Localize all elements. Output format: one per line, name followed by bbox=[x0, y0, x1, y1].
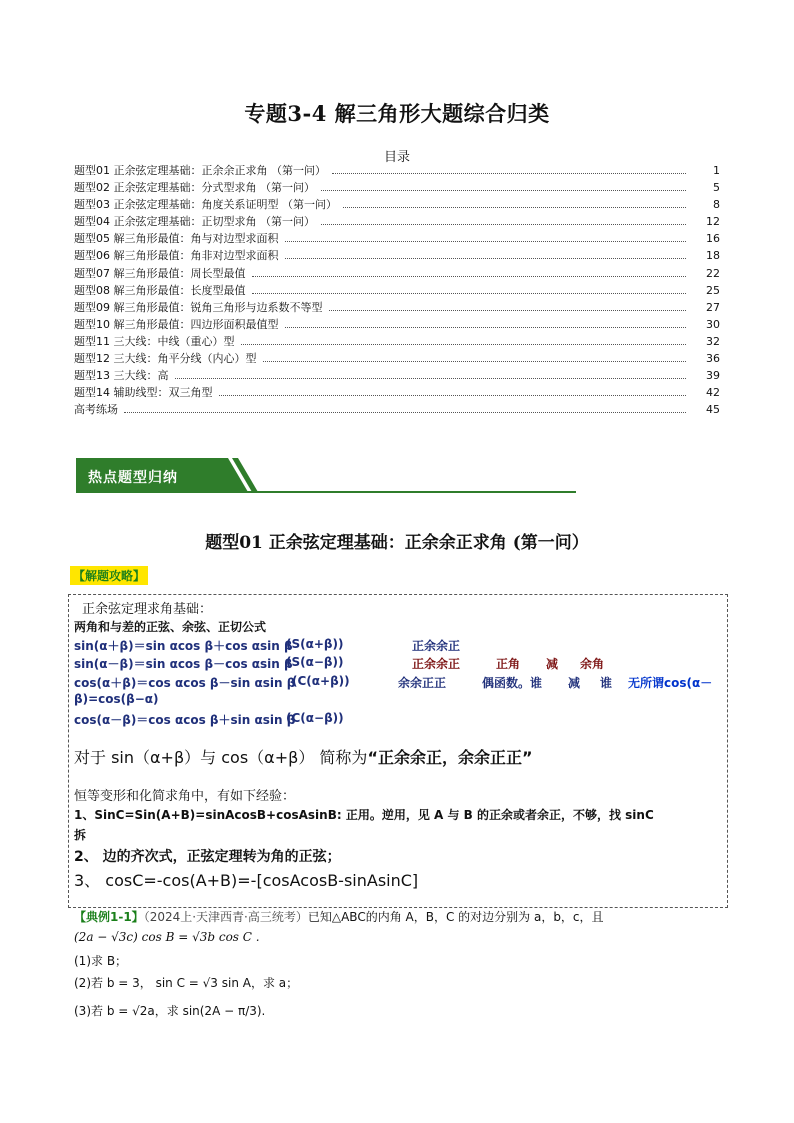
toc-entry-title: 题型14 辅助线型：双三角型 bbox=[74, 386, 213, 400]
table-of-contents bbox=[74, 162, 720, 418]
toc-entry-page: 25 bbox=[706, 283, 720, 297]
toc-leader-dots bbox=[241, 343, 687, 345]
banner-label: 热点题型归纳 bbox=[88, 470, 178, 486]
formula-sin-diff: sin(α－β)＝sin αcos β－cos αsin β bbox=[74, 657, 293, 671]
note-cos-sum-3: 减 bbox=[568, 676, 581, 690]
formula-cos-sum-cont: β)=cos(β−α) bbox=[74, 692, 159, 706]
toc-leader-dots bbox=[329, 309, 687, 311]
toc-entry-page: 16 bbox=[706, 232, 720, 246]
toc-entry-page: 36 bbox=[706, 352, 720, 366]
toc-leader-dots bbox=[321, 223, 686, 225]
formula-sin-sum-tag: (S(α+β)) bbox=[286, 637, 344, 651]
experience-1: 1、SinC=Sin(A+B)=sinAcosB+cosAsinB: 正用。逆用，见 A 与 B 的正余或者余正，不够，找 sinC bbox=[74, 808, 654, 822]
summary-prefix: 对于 sin（α+β）与 cos（α+β） 简称为 bbox=[74, 748, 368, 767]
banner-rule bbox=[76, 491, 576, 493]
summary-quote: “正余余正，余余正正” bbox=[367, 748, 533, 767]
tips-intro: 正余弦定理求角基础： bbox=[82, 602, 213, 617]
example-source: （2024上·天津西青·高三统考） bbox=[143, 910, 308, 924]
toc-entry-page: 12 bbox=[706, 215, 720, 229]
toc-entry-page: 27 bbox=[706, 300, 720, 314]
toc-entry-title: 题型01 正余弦定理基础：正余余正求角 （第一问） bbox=[74, 164, 326, 177]
tips-label: 【解题攻略】 bbox=[70, 566, 148, 585]
toc-entry-title: 题型10 解三角形最值：四边形面积最值型 bbox=[74, 317, 279, 331]
toc-entry-page: 45 bbox=[706, 403, 720, 417]
toc-leader-dots bbox=[263, 360, 687, 362]
toc-entry-title: 题型11 三大线：中线（重心）型 bbox=[74, 334, 235, 348]
section-title: 题型01 正余弦定理基础：正余余正求角 (第一问） bbox=[205, 533, 589, 553]
toc-entry-title: 题型13 三大线：高 bbox=[74, 369, 169, 383]
toc-entry[interactable] bbox=[74, 213, 720, 230]
example-equation: (2a − √3c) cos B = √3b cos C . bbox=[74, 930, 260, 944]
toc-leader-dots bbox=[321, 189, 686, 191]
toc-leader-dots bbox=[285, 257, 687, 259]
toc-entry-page: 30 bbox=[706, 317, 720, 331]
toc-leader-dots bbox=[252, 292, 687, 294]
toc-entry[interactable] bbox=[74, 401, 720, 418]
formula-cos-diff: cos(α－β)＝cos αcos β＋sin αsin β bbox=[74, 713, 296, 727]
example-q3: (3)若 b = √2a，求 sin(2A − π/3). bbox=[74, 1004, 266, 1018]
example-stem: 已知△ABC的内角 A，B，C 的对边分别为 a，b，c，且 bbox=[307, 910, 604, 924]
note-sin-sum: 正余余正 bbox=[412, 639, 461, 653]
formula-heading: 两角和与差的正弦、余弦、正切公式 bbox=[74, 620, 267, 634]
example-q1: (1)求 B； bbox=[74, 954, 128, 968]
toc-entry[interactable] bbox=[74, 299, 720, 316]
summary-line bbox=[74, 745, 532, 768]
toc-entry-title: 题型09 解三角形最值：锐角三角形与边系数不等型 bbox=[74, 300, 323, 314]
toc-heading: 目录 bbox=[383, 150, 410, 165]
toc-entry[interactable] bbox=[74, 265, 720, 282]
toc-entry[interactable] bbox=[74, 333, 720, 350]
toc-entry[interactable] bbox=[74, 316, 720, 333]
toc-entry[interactable] bbox=[74, 196, 720, 213]
toc-entry-title: 题型08 解三角形最值：长度型最值 bbox=[74, 283, 246, 297]
toc-entry[interactable] bbox=[74, 282, 720, 299]
toc-entry-page: 18 bbox=[706, 249, 720, 263]
experience-2: 2、 边的齐次式，正弦定理转为角的正弦； bbox=[74, 849, 341, 865]
toc-leader-dots bbox=[219, 394, 687, 396]
experience-3: 3、 cosC=-cos(A+B)=-[cosAcosB-sinAsinC] bbox=[74, 871, 419, 890]
toc-entry-page: 1 bbox=[713, 164, 720, 177]
toc-entry[interactable] bbox=[74, 230, 720, 247]
toc-leader-dots bbox=[175, 377, 687, 379]
note-cos-sum-4: 谁 bbox=[600, 676, 613, 690]
toc-entry-title: 题型02 正余弦定理基础：分式型求角 （第一问） bbox=[74, 181, 315, 195]
formula-sin-sum-text: sin(α＋β)＝sin αcos β＋cos αsin β bbox=[74, 639, 293, 653]
toc-entry[interactable] bbox=[74, 384, 720, 401]
toc-leader-dots bbox=[285, 240, 687, 242]
toc-entry-page: 8 bbox=[713, 198, 720, 212]
toc-leader-dots bbox=[332, 172, 686, 174]
note-sin-diff-1: 正余余正 bbox=[412, 657, 461, 671]
note-cos-sum-2: 偶函数。谁 bbox=[482, 676, 543, 690]
toc-leader-dots bbox=[285, 326, 687, 328]
toc-entry-page: 22 bbox=[706, 266, 720, 280]
formula-cos-sum-tag: (C(α+β)) bbox=[292, 674, 350, 688]
toc-entry-page: 32 bbox=[706, 334, 720, 348]
toc-entry-page: 42 bbox=[706, 386, 720, 400]
formula-sin-diff-tag: (S(α−β)) bbox=[286, 655, 344, 669]
toc-leader-dots bbox=[343, 206, 686, 208]
formula-sin-sum bbox=[74, 637, 293, 654]
formula-cos-diff-tag: (C(α−β)) bbox=[286, 711, 344, 725]
toc-entry[interactable] bbox=[74, 162, 720, 179]
toc-entry-title: 题型05 解三角形最值：角与对边型求面积 bbox=[74, 232, 279, 246]
experience-intro: 恒等变形和化简求角中，有如下经验： bbox=[74, 789, 296, 804]
toc-entry-title: 题型07 解三角形最值：周长型最值 bbox=[74, 266, 246, 280]
toc-entry[interactable] bbox=[74, 350, 720, 367]
document-title: 专题3-4 解三角形大题综合归类 bbox=[244, 101, 550, 126]
toc-entry-page: 39 bbox=[706, 369, 720, 383]
toc-entry-title: 题型06 解三角形最值：角非对边型求面积 bbox=[74, 249, 279, 263]
toc-entry[interactable] bbox=[74, 367, 720, 384]
note-sin-diff-3: 减 bbox=[546, 657, 559, 671]
toc-entry-title: 题型04 正余弦定理基础：正切型求角 （第一问） bbox=[74, 215, 315, 229]
toc-entry[interactable] bbox=[74, 179, 720, 196]
toc-entry[interactable] bbox=[74, 247, 720, 264]
toc-entry-page: 5 bbox=[713, 181, 720, 195]
example-header bbox=[74, 908, 604, 925]
note-sin-diff-4: 余角 bbox=[580, 657, 605, 671]
toc-leader-dots bbox=[124, 411, 686, 413]
example-q2: (2)若 b = 3， sin C = √3 sin A，求 a； bbox=[74, 976, 299, 990]
toc-entry-title: 高考练场 bbox=[74, 403, 118, 417]
toc-leader-dots bbox=[252, 275, 687, 277]
note-cos-sum-5: 无所谓cos(α－ bbox=[628, 676, 713, 690]
example-label: 【典例1-1】 bbox=[74, 910, 144, 924]
formula-cos-sum: cos(α＋β)＝cos αcos β－sin αsin β bbox=[74, 676, 296, 690]
toc-entry-title: 题型03 正余弦定理基础：角度关系证明型 （第一问） bbox=[74, 198, 337, 212]
experience-1-cont: 拆 bbox=[74, 828, 87, 842]
toc-entry-title: 题型12 三大线：角平分线（内心）型 bbox=[74, 352, 257, 366]
note-cos-sum-1: 余余正正 bbox=[398, 676, 447, 690]
note-sin-diff-2: 正角 bbox=[496, 657, 521, 671]
